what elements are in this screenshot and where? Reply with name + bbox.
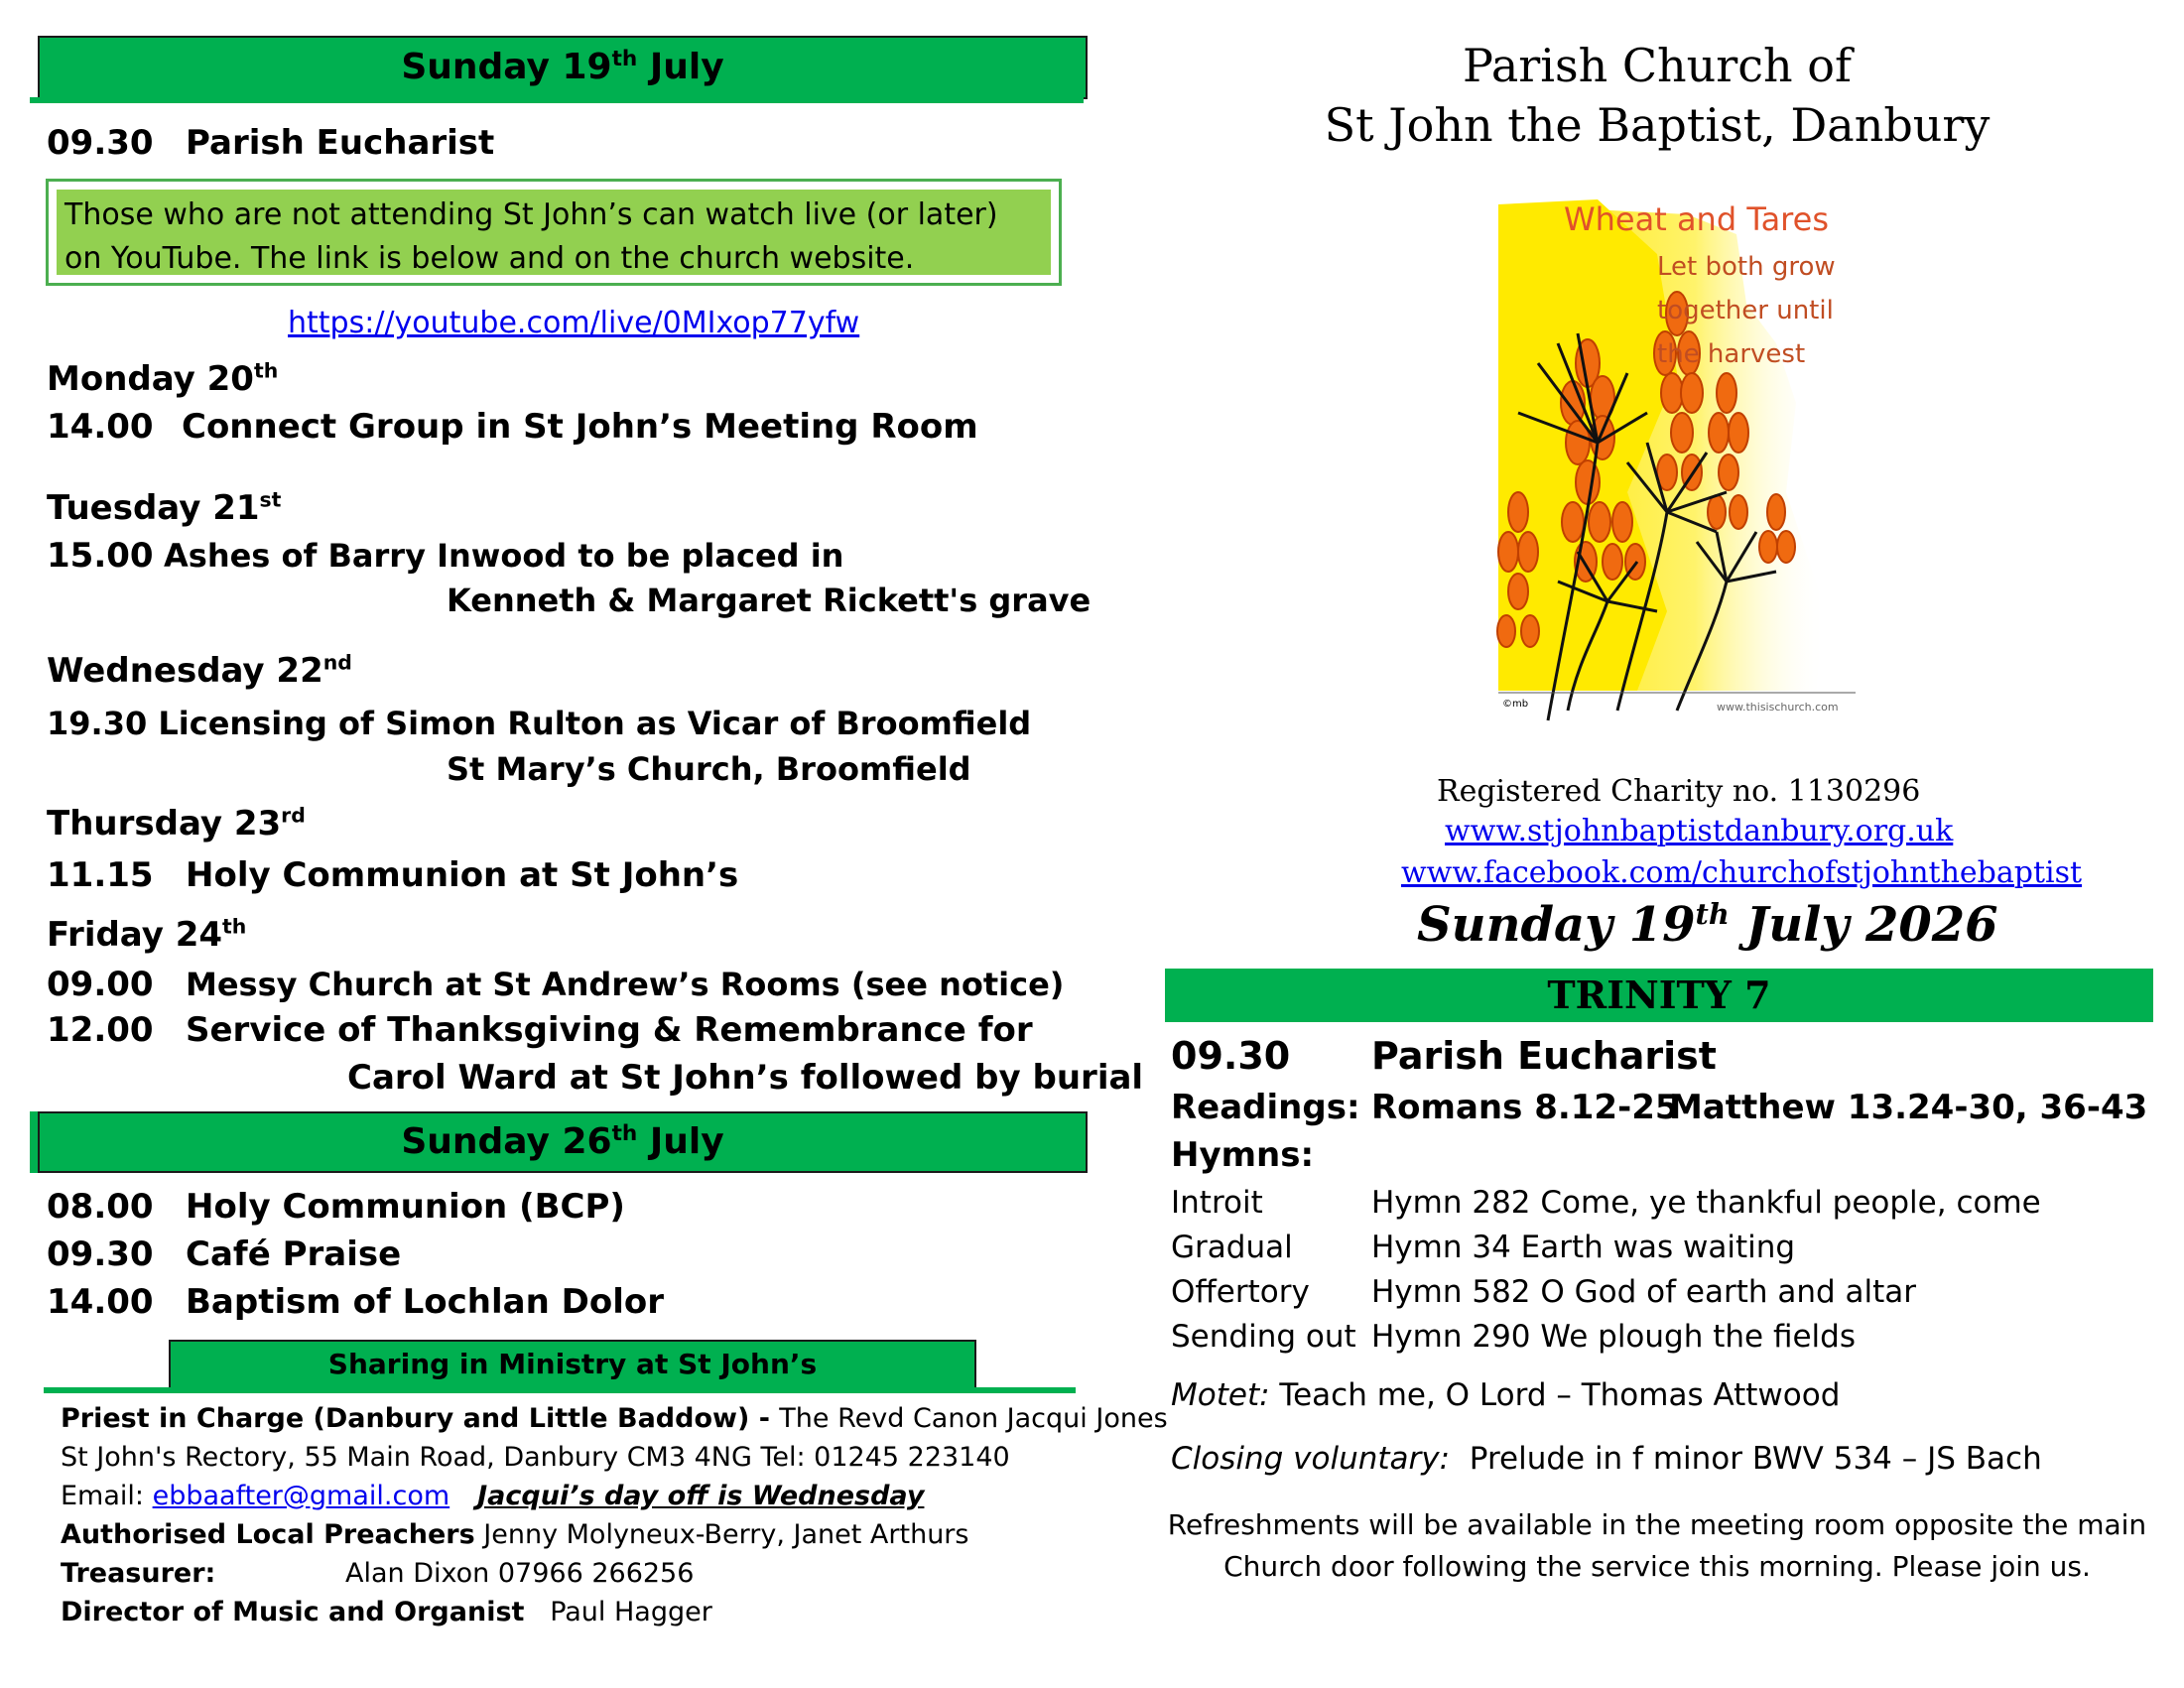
monday-title: Connect Group in St John’s Meeting Room	[182, 407, 978, 447]
monday-time: 14.00	[47, 407, 154, 447]
preachers: Jenny Molyneux-Berry, Janet Arthurs	[483, 1519, 969, 1550]
treasurer: Alan Dixon 07966 266256	[345, 1558, 695, 1589]
tuesday-time: 15.00	[47, 536, 154, 576]
poster-signature: ©mb	[1502, 699, 1529, 710]
thursday-heading	[47, 804, 306, 844]
church-line1: Parish Church of	[1462, 39, 1853, 92]
monday-day: Monday 20	[47, 359, 254, 399]
sunday-26-sup: th	[611, 1121, 638, 1146]
tuesday-sup: st	[259, 487, 282, 512]
event-time: 08.00	[47, 1187, 154, 1227]
friday-e1-time: 09.00	[47, 965, 154, 1004]
friday-e2-line1: Service of Thanksgiving & Remembrance for	[186, 1010, 1033, 1050]
hymn-row	[1171, 1226, 2041, 1270]
thursday-sup: rd	[281, 803, 306, 828]
event-time: 14.00	[47, 1282, 154, 1322]
youtube-link[interactable]: https://youtube.com/live/0MIxop77yfw	[288, 306, 860, 340]
thursday-time: 11.15	[47, 855, 154, 895]
hymns-label: Hymns:	[1171, 1135, 1315, 1175]
voluntary-row	[1171, 1441, 2042, 1477]
sunday-26-event	[47, 1282, 664, 1322]
hymn-label: Sending out	[1171, 1319, 1356, 1355]
sunday-19-month: July	[649, 47, 724, 87]
reading-2: Matthew 13.24-30, 36-43	[1669, 1088, 2148, 1127]
friday-event-2	[47, 1010, 1033, 1050]
friday-e2-line2: Carol Ward at St John’s followed by burial	[347, 1058, 1144, 1098]
friday-heading	[47, 915, 246, 955]
tuesday-day: Tuesday 21	[47, 488, 260, 528]
reading-1: Romans 8.12-25	[1371, 1088, 1679, 1127]
service-date	[1417, 897, 1998, 953]
hymn-text: Hymn 582 O God of earth and altar	[1371, 1274, 1917, 1310]
hymn-text: Hymn 282 Come, ye thankful people, come	[1371, 1185, 2041, 1221]
sunday-19-banner	[38, 36, 1088, 99]
friday-e2-time: 12.00	[47, 1010, 154, 1050]
event-title: Baptism of Lochlan Dolor	[186, 1282, 664, 1322]
trinity-banner: TRINITY 7	[1165, 969, 2153, 1022]
sunday-26-event	[47, 1234, 401, 1274]
thursday-day: Thursday 23	[47, 804, 282, 844]
ministry-block	[61, 1399, 1168, 1631]
hymn-text: Hymn 290 We plough the fields	[1371, 1319, 1856, 1355]
hymn-row	[1171, 1270, 2041, 1315]
eucharist-title: Parish Eucharist	[186, 123, 495, 163]
hymn-row	[1171, 1315, 2041, 1360]
address: St John's Rectory, 55 Main Road, Danbury CM3 4NG Tel: 01245 223140	[61, 1442, 1010, 1473]
preachers-label: Authorised Local Preachers	[61, 1519, 475, 1550]
hymn-label: Introit	[1171, 1185, 1263, 1221]
sunday-26-day: Sunday 26	[401, 1121, 612, 1162]
monday-sup: th	[253, 358, 279, 383]
church-title	[1191, 36, 2123, 155]
hymn-label: Offertory	[1171, 1274, 1310, 1310]
friday-e1-title: Messy Church at St Andrew’s Rooms (see notice)	[186, 966, 1065, 1003]
poster-title: Wheat and Tares	[1564, 200, 1829, 238]
treasurer-label: Treasurer:	[61, 1558, 216, 1589]
thursday-title: Holy Communion at St John’s	[186, 855, 739, 895]
event-title: Holy Communion (BCP)	[186, 1187, 625, 1227]
sunday-26-month: July	[649, 1121, 724, 1162]
sunday-26-event	[47, 1187, 625, 1227]
wednesday-line2: St Mary’s Church, Broomfield	[447, 750, 971, 788]
preachers-row	[61, 1515, 1168, 1554]
friday-sup: th	[222, 914, 247, 939]
website-link[interactable]: www.stjohnbaptistdanbury.org.uk	[1445, 814, 1954, 848]
facebook-link[interactable]: www.facebook.com/churchofstjohnthebaptist	[1401, 855, 2083, 890]
music: Paul Hagger	[550, 1597, 712, 1627]
readings-row	[1171, 1088, 2147, 1127]
priest-label: Priest in Charge (Danbury and Little Baddow) -	[61, 1403, 780, 1434]
treasurer-row	[61, 1554, 1168, 1593]
eucharist-row	[47, 123, 494, 163]
refreshments-notice	[1161, 1504, 2153, 1588]
wednesday-time: 19.30	[47, 705, 148, 742]
sunday-19-sup: th	[611, 47, 638, 71]
wednesday-sup: nd	[322, 650, 352, 675]
tuesday-heading	[47, 488, 281, 528]
ministry-heading: Sharing in Ministry at St John’s	[169, 1340, 976, 1389]
priest-row	[61, 1399, 1168, 1438]
email-label: Email:	[61, 1481, 153, 1511]
voluntary-label: Closing voluntary:	[1171, 1441, 1451, 1477]
monday-event	[47, 407, 978, 447]
music-row	[61, 1593, 1168, 1631]
tuesday-line1: Ashes of Barry Inwood to be placed in	[164, 537, 844, 575]
tuesday-line2: Kenneth & Margaret Rickett's grave	[447, 582, 1092, 619]
right-service-row	[1171, 1034, 1717, 1078]
thursday-event	[47, 855, 738, 895]
music-label: Director of Music and Organist	[61, 1597, 525, 1627]
tuesday-event	[47, 536, 843, 576]
ministry-underline	[44, 1387, 1076, 1393]
right-service-title: Parish Eucharist	[1371, 1034, 1717, 1078]
wednesday-day: Wednesday 22	[47, 651, 323, 691]
banner-26-side	[30, 1111, 38, 1173]
hymn-row	[1171, 1181, 2041, 1226]
motet-text: Teach me, O Lord – Thomas Attwood	[1279, 1377, 1841, 1413]
banner-underline	[30, 97, 1084, 103]
day-off: Jacqui’s day off is Wednesday	[477, 1481, 925, 1511]
charity-number: Registered Charity no. 1130296	[1437, 774, 1921, 809]
priest-name: The Revd Canon Jacqui Jones	[779, 1403, 1168, 1434]
event-time: 09.30	[47, 1234, 154, 1274]
hymn-label: Gradual	[1171, 1230, 1293, 1265]
church-line2: St John the Baptist, Danbury	[1324, 98, 1991, 152]
voluntary-text: Prelude in f minor BWV 534 – JS Bach	[1469, 1441, 2042, 1477]
motet-label: Motet:	[1171, 1377, 1270, 1413]
refreshments-line1: Refreshments will be available in the meeting room opposite the main	[1167, 1508, 2147, 1541]
right-service-time: 09.30	[1171, 1034, 1291, 1078]
wheat-and-tares-poster	[1478, 195, 1875, 730]
readings-label: Readings:	[1171, 1088, 1360, 1127]
date-pre: Sunday 19	[1417, 897, 1696, 953]
date-post: July 2026	[1745, 897, 1998, 953]
friday-day: Friday 24	[47, 915, 223, 955]
poster-line2: together until	[1657, 296, 1834, 325]
hymn-text: Hymn 34 Earth was waiting	[1371, 1230, 1796, 1265]
livestream-notice-box	[46, 179, 1062, 286]
email-row	[61, 1477, 1168, 1515]
livestream-notice: Those who are not attending St John’s can watch live (or later) on YouTube. The link is below and on the church website.	[57, 190, 1051, 275]
eucharist-time: 09.30	[47, 123, 154, 163]
hymns-list	[1171, 1181, 2041, 1360]
wednesday-event	[47, 705, 1031, 742]
sunday-26-banner	[38, 1111, 1088, 1173]
motet-row	[1171, 1377, 1840, 1413]
date-sup: th	[1695, 897, 1730, 931]
sunday-19-day: Sunday 19	[401, 47, 612, 87]
wednesday-line1: Licensing of Simon Rulton as Vicar of Broomfield	[158, 705, 1032, 742]
poster-line1: Let both grow	[1657, 252, 1836, 282]
monday-heading	[47, 359, 278, 399]
poster-credit: www.thisischurch.com	[1717, 701, 1839, 714]
wednesday-heading	[47, 651, 352, 691]
friday-event-1	[47, 965, 1064, 1004]
email-link[interactable]: ebbaafter@gmail.com	[152, 1481, 450, 1511]
refreshments-line2: Church door following the service this morning. Please join us.	[1223, 1550, 2091, 1583]
event-title: Café Praise	[186, 1234, 402, 1274]
poster-line3: the harvest	[1657, 339, 1806, 369]
